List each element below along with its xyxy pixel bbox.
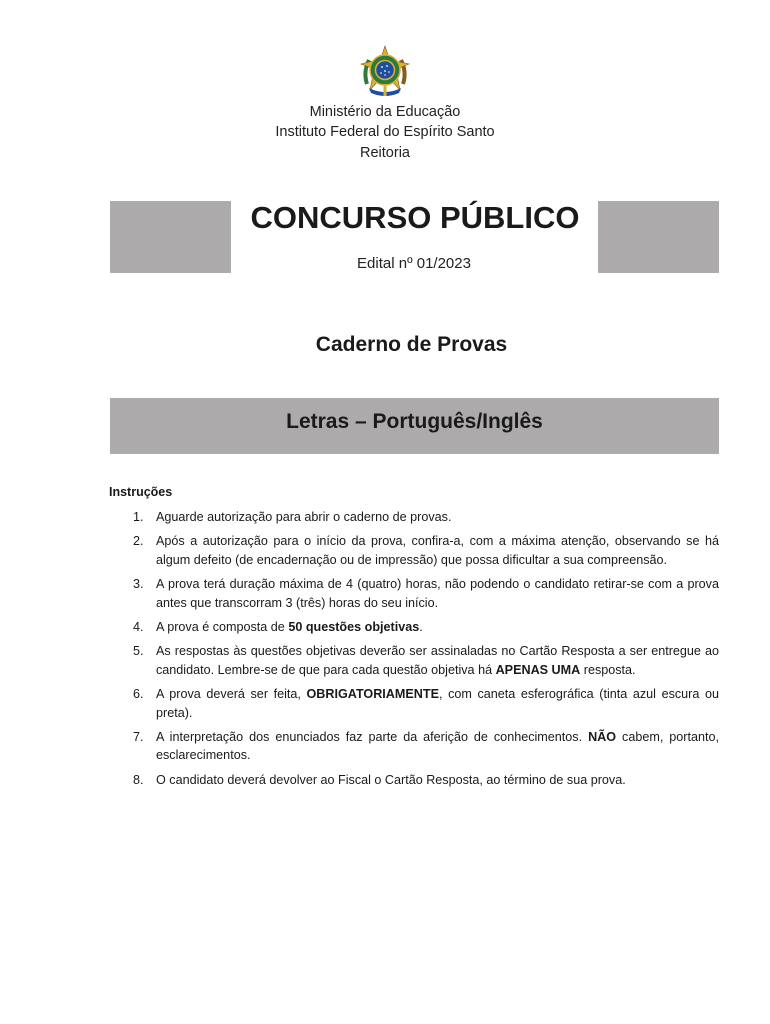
instruction-item [129,618,719,636]
instruction-emphasis: NÃO [588,730,617,745]
instruction-number: 5. [133,644,144,659]
booklet-title: Caderno de Provas [315,333,508,356]
instruction-number: 3. [133,577,144,592]
instruction-text: resposta. [580,662,636,677]
instruction-number: 4. [133,620,144,635]
page-title: CONCURSO PÚBLICO [250,200,580,235]
subject-banner [110,398,719,454]
instruction-text: A prova é composta de [156,620,289,635]
instruction-text: , com caneta esferográfica (tinta azul escura ou preta). [156,687,719,720]
ministry-name: Ministério da Educação [309,104,461,120]
department-name: Reitoria [360,145,410,161]
instruction-number: 6. [133,687,144,702]
instruction-number: 2. [133,534,144,549]
instruction-emphasis: APENAS UMA [495,662,581,677]
instruction-item [129,575,719,612]
instruction-emphasis: 50 questões objetivas [288,620,420,635]
instruction-emphasis: OBRIGATORIAMENTE [306,687,439,702]
instruction-item [129,642,719,679]
instruction-text: cabem, portanto, esclarecimentos. [156,730,719,763]
instruction-text: A prova terá duração máxima de 4 (quatro) horas, não podendo o candidato retirar-se com a prova antes que transcorram 3 (três) horas do seu início. [156,577,719,610]
edital-number: Edital nº 01/2023 [357,255,471,272]
instruction-text: A interpretação dos enunciados faz parte da aferição de conhecimentos. [156,730,589,745]
instruction-text: . [419,620,423,635]
instruction-text: Após a autorização para o início da prova, confira-a, com a máxima atenção, observando se há algum defeito (de encadernação ou de impressão) que possa dificultar a sua compreensão. [156,534,719,567]
instruction-text: As respostas às questões objetivas deverão ser assinaladas no Cartão Resposta a ser entregue ao candidato. Lembre-se de que para cada questão objetiva há [156,644,719,677]
instruction-number: 8. [133,772,144,787]
instruction-item [129,532,719,569]
instruction-item [129,508,719,526]
instruction-item [129,685,719,722]
instruction-item [129,728,719,765]
instruction-text: Aguarde autorização para abrir o caderno de provas. [156,510,452,524]
brazil-coat-of-arms-icon [357,44,413,100]
instructions-heading: Instruções [109,485,173,499]
instruction-item [129,771,719,789]
instructions-list [129,508,719,795]
instruction-text: O candidato deverá devolver ao Fiscal o Cartão Resposta, ao término de sua prova. [156,772,626,787]
instruction-text: A prova deverá ser feita, [156,687,307,702]
institute-name: Instituto Federal do Espírito Santo [275,124,495,140]
instruction-number: 7. [133,730,144,745]
instruction-number: 1. [133,510,144,524]
subject-title: Letras – Português/Inglês [286,410,543,433]
